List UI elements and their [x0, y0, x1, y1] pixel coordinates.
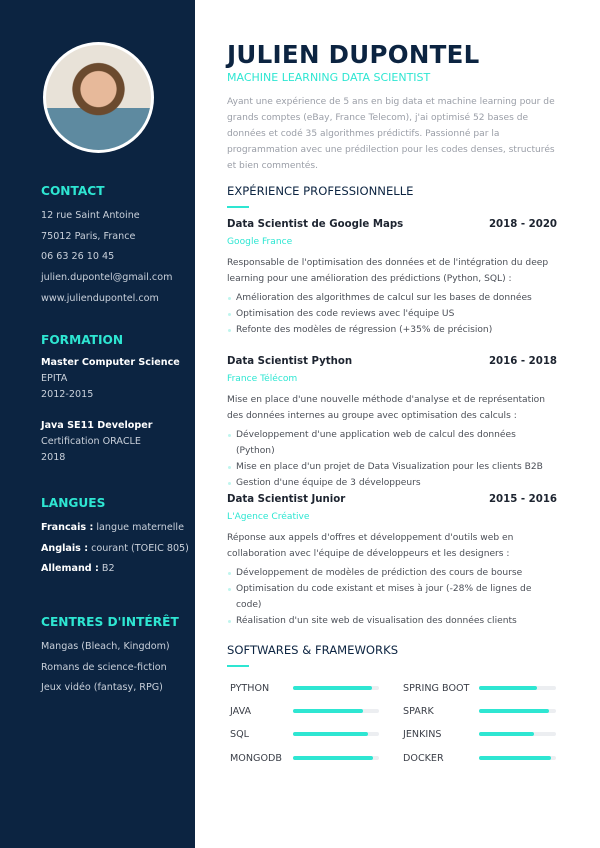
job-bullet: Gestion d'une équipe de 3 développeurs [227, 475, 557, 491]
job-entry [227, 492, 557, 629]
job-dates: 2018 - 2020 [488, 219, 557, 230]
job-entry [227, 354, 557, 491]
candidate-name: JULIEN DUPONTEL [227, 40, 480, 69]
avatar [46, 45, 151, 150]
job-bullet: Réalisation d'un site web de visualisation des données clients [227, 613, 557, 629]
job-bullet: Développement de modèles de prédiction des cours de bourse [227, 565, 557, 581]
job-company: L'Agence Créative [227, 512, 310, 522]
job-dates: 2016 - 2018 [488, 356, 557, 367]
contact-city: 75012 Paris, France [41, 230, 136, 242]
interest-item: Romans de science-fiction [41, 661, 167, 673]
skill-item [403, 681, 556, 695]
skill-level-fill [479, 756, 551, 760]
interest-item: Jeux vidéo (fantasy, RPG) [41, 682, 163, 694]
formation-date: 2012-2015 [41, 389, 94, 400]
job-description: Réponse aux appels d'offres et développement d'outils web en collaboration avec l'équipe de développeurs et les designers : [227, 533, 514, 559]
job-title: Data Scientist Python [227, 356, 353, 367]
formation-school: EPITA [41, 373, 68, 384]
skill-item [230, 704, 379, 718]
contact-address: 12 rue Saint Antoine [41, 210, 140, 221]
skill-level-bar [479, 756, 556, 760]
skill-level-fill [293, 756, 373, 760]
job-description: Responsable de l'optimisation des données et de l'intégration du deep learning pour une amélioration des prédictions (Python, SQL) : [227, 258, 549, 284]
job-title: Data Scientist Junior [227, 494, 346, 505]
skill-level-bar [293, 686, 379, 690]
language-level: langue maternelle [93, 522, 184, 533]
formation-title: Master Computer Science [41, 357, 180, 368]
skill-level-bar [479, 686, 556, 690]
skill-name: JENKINS [403, 728, 442, 740]
skill-item [403, 751, 556, 765]
skill-level-fill [479, 709, 549, 713]
job-company: Google France [227, 237, 293, 247]
skill-item [403, 704, 556, 718]
job-bullet: Mise en place d'un projet de Data Visualization pour les clients B2B [227, 459, 557, 475]
job-bullet: Optimisation du code existant et mises à jour (-28% de lignes de code) [227, 581, 557, 613]
job-title: Data Scientist de Google Maps [227, 219, 404, 230]
skill-level-bar [479, 709, 556, 713]
language-level: B2 [98, 563, 115, 575]
contact-section [41, 183, 172, 309]
formation-heading: FORMATION [41, 333, 124, 347]
language-level: courant (TOEIC 805) [88, 542, 189, 554]
job-bullet: Amélioration des algorithmes de calcul sur les bases de données [227, 290, 557, 306]
skill-level-bar [293, 709, 379, 713]
skill-level-bar [479, 732, 556, 736]
job-bullet: Développement d'une application web de calcul des données (Python) [227, 427, 557, 459]
skill-name: DOCKER [403, 752, 444, 764]
langues-section [41, 495, 189, 580]
skill-name: SPRING BOOT [403, 682, 470, 694]
skill-level-fill [293, 709, 363, 713]
formation-title: Java SE11 Developer [41, 420, 153, 431]
skill-item [230, 751, 379, 765]
job-entry [227, 217, 557, 338]
job-bullet: Refonte des modèles de régression (+35% de précision) [227, 322, 557, 338]
job-company: France Télécom [227, 374, 298, 384]
skill-level-fill [479, 732, 534, 736]
interets-heading: CENTRES D'INTÉRÊT [41, 615, 179, 629]
job-bullet: Optimisation des code reviews avec l'équipe US [227, 306, 557, 322]
contact-website[interactable]: www.juliendupontel.com [41, 292, 159, 304]
skill-name: JAVA [230, 705, 252, 717]
contact-heading: CONTACT [41, 184, 105, 198]
language-name: Allemand : [41, 563, 99, 575]
skill-level-fill [293, 732, 368, 736]
contact-phone: 06 63 26 10 45 [41, 251, 115, 263]
profile-photo [43, 42, 154, 153]
formation-school: Certification ORACLE [41, 436, 141, 447]
skill-name: SPARK [403, 705, 434, 717]
language-name: Francais : [41, 522, 94, 533]
formation-section [41, 332, 180, 466]
skill-item [230, 681, 379, 695]
langues-heading: LANGUES [41, 496, 106, 510]
interest-item: Mangas (Bleach, Kingdom) [41, 641, 170, 652]
contact-email[interactable]: julien.dupontel@gmail.com [41, 272, 173, 284]
skill-name: SQL [230, 728, 249, 740]
language-name: Anglais : [41, 542, 89, 554]
experience-heading: EXPÉRIENCE PROFESSIONNELLE [227, 184, 414, 208]
skill-level-fill [293, 686, 372, 690]
skills-heading: SOFTWARES & FRAMEWORKS [227, 643, 398, 667]
skill-item [230, 727, 379, 741]
job-dates: 2015 - 2016 [488, 494, 557, 505]
sidebar [0, 0, 195, 848]
skill-item [403, 727, 556, 741]
job-description: Mise en place d'une nouvelle méthode d'analyse et de représentation des données internes au groupe avec optimisation des calculs : [227, 395, 546, 421]
skill-level-bar [293, 756, 379, 760]
profile-summary: Ayant une expérience de 5 ans en big data et machine learning pour de grands comptes (eBay, France Telecom), j'ai optimisé 52 bases de données et codé 35 algorithmes prédictifs. Passionné par la programmation avec une prédilection pour les codes denses, structurés et bien commentés. [227, 97, 555, 171]
skill-name: PYTHON [230, 682, 270, 694]
formation-date: 2018 [41, 452, 66, 463]
skill-level-fill [479, 686, 537, 690]
candidate-title: MACHINE LEARNING DATA SCIENTIST [227, 71, 431, 84]
skill-name: MONGODB [230, 752, 282, 764]
interets-section [41, 614, 179, 699]
skill-level-bar [293, 732, 379, 736]
